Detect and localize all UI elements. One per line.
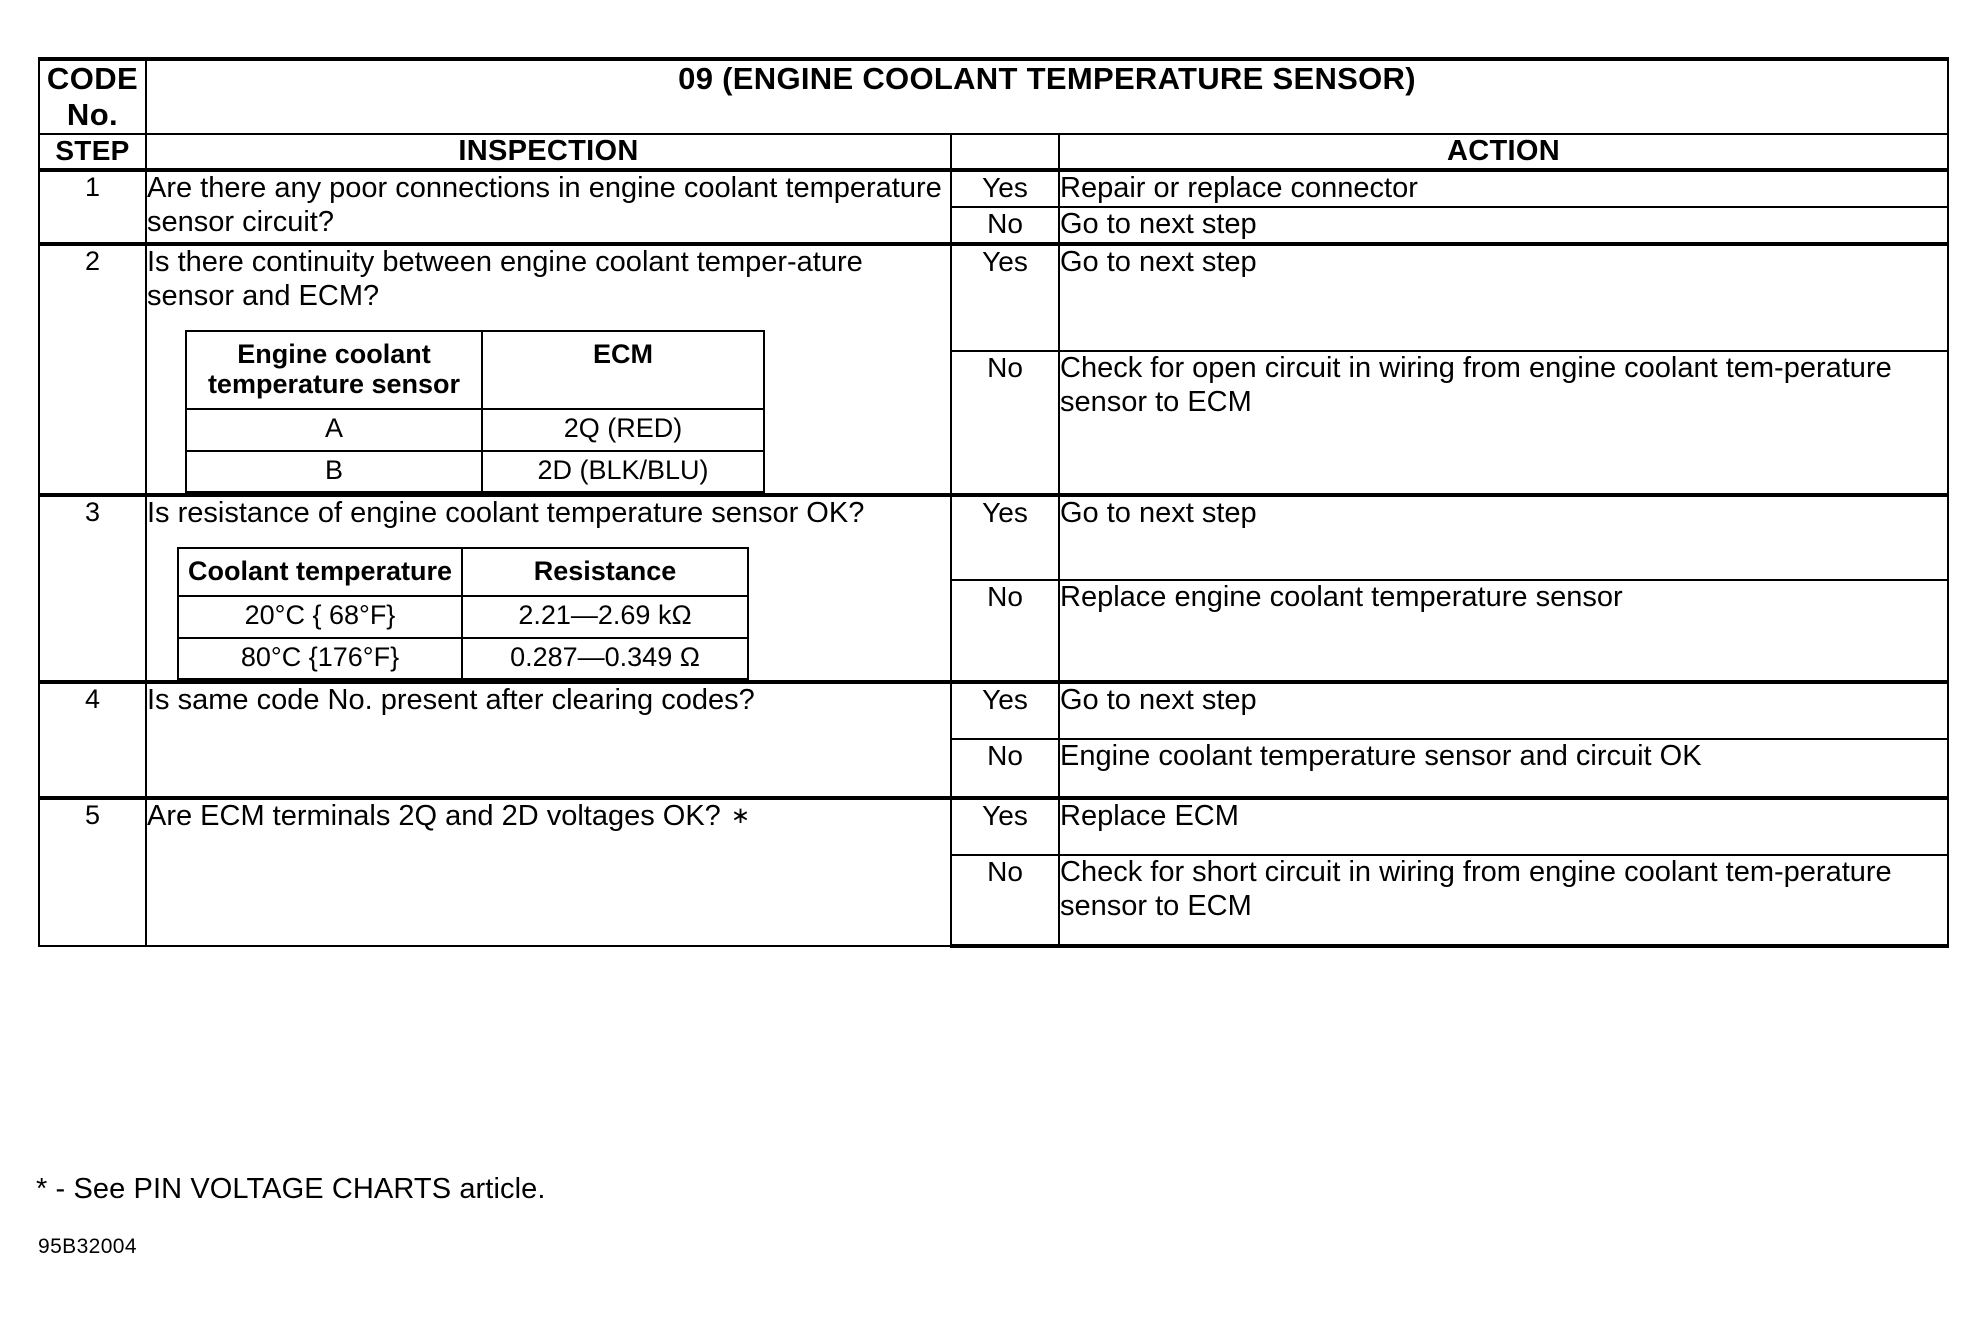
footnote-marker-icon: ∗ xyxy=(730,802,751,829)
column-header-row xyxy=(39,134,1948,170)
header-inspection: INSPECTION xyxy=(146,134,951,170)
step-inspection: Is same code No. present after clearing codes? xyxy=(146,682,951,798)
result-answer: Yes xyxy=(951,244,1059,351)
subtable-header-ecm: ECM xyxy=(482,331,764,410)
document-id: 95B32004 xyxy=(38,1235,137,1258)
table-row xyxy=(39,682,1948,739)
result-action: Check for short circuit in wiring from engine coolant tem-perature sensor to ECM xyxy=(1059,855,1948,946)
header-step: STEP xyxy=(39,134,146,170)
result-answer: Yes xyxy=(951,170,1059,207)
result-answer: Yes xyxy=(951,798,1059,855)
step-inspection-cell xyxy=(146,244,951,496)
subtable-cell-resistance: 0.287—0.349 Ω xyxy=(462,638,748,680)
subtable-row xyxy=(186,409,764,451)
result-action: Go to next step xyxy=(1059,207,1948,244)
step-number: 1 xyxy=(39,170,146,244)
subtable-header-row xyxy=(178,548,748,596)
result-action: Replace engine coolant temperature sensor xyxy=(1059,580,1948,682)
subtable-row xyxy=(178,596,748,638)
diagnostic-table xyxy=(38,57,1949,948)
table-row xyxy=(39,495,1948,580)
subtable-header-sensor: Engine coolant temperature sensor xyxy=(186,331,482,410)
header-action: ACTION xyxy=(1059,134,1948,170)
result-action: Go to next step xyxy=(1059,495,1948,580)
subtable-cell-temperature: 80°C {176°F} xyxy=(178,638,462,680)
result-action: Engine coolant temperature sensor and circuit OK xyxy=(1059,739,1948,798)
subtable-header-temperature: Coolant temperature xyxy=(178,548,462,596)
code-no-label: CODE No. xyxy=(39,59,146,134)
result-answer: No xyxy=(951,580,1059,682)
step-inspection-cell xyxy=(146,798,951,946)
result-action: Go to next step xyxy=(1059,682,1948,739)
subtable-header-resistance: Resistance xyxy=(462,548,748,596)
ecm-continuity-subtable xyxy=(185,330,765,494)
subtable-row xyxy=(178,638,748,680)
step-inspection: Are ECM terminals 2Q and 2D voltages OK? xyxy=(147,800,721,833)
footnote-text: * - See PIN VOLTAGE CHARTS article. xyxy=(36,1173,546,1205)
result-answer: Yes xyxy=(951,495,1059,580)
step-inspection: Is resistance of engine coolant temperature sensor OK? xyxy=(147,497,865,530)
result-action: Check for open circuit in wiring from engine coolant tem-perature sensor to ECM xyxy=(1059,351,1948,496)
result-answer: No xyxy=(951,207,1059,244)
subtable-cell-ecm-pin: 2D (BLK/BLU) xyxy=(482,451,764,493)
subtable-cell-ecm-pin: 2Q (RED) xyxy=(482,409,764,451)
result-answer: No xyxy=(951,855,1059,946)
table-row xyxy=(39,244,1948,351)
subtable-cell-resistance: 2.21—2.69 kΩ xyxy=(462,596,748,638)
step-number: 2 xyxy=(39,244,146,496)
subtable-cell-terminal: A xyxy=(186,409,482,451)
step-inspection: Are there any poor connections in engine coolant temperature sensor circuit? xyxy=(146,170,951,244)
subtable-header-row xyxy=(186,331,764,410)
result-answer: No xyxy=(951,351,1059,496)
result-action: Repair or replace connector xyxy=(1059,170,1948,207)
subtable-cell-temperature: 20°C { 68°F} xyxy=(178,596,462,638)
code-header-row xyxy=(39,59,1948,134)
step-number: 4 xyxy=(39,682,146,798)
table-row xyxy=(39,798,1948,855)
result-answer: Yes xyxy=(951,682,1059,739)
step-inspection-cell xyxy=(146,495,951,682)
step-number: 3 xyxy=(39,495,146,682)
subtable-row xyxy=(186,451,764,493)
table-row xyxy=(39,170,1948,207)
result-action: Replace ECM xyxy=(1059,798,1948,855)
resistance-subtable xyxy=(177,547,749,680)
result-action: Go to next step xyxy=(1059,244,1948,351)
subtable-cell-terminal: B xyxy=(186,451,482,493)
step-number: 5 xyxy=(39,798,146,946)
code-title: 09 (ENGINE COOLANT TEMPERATURE SENSOR) xyxy=(146,59,1948,134)
header-spacer xyxy=(951,134,1059,170)
result-answer: No xyxy=(951,739,1059,798)
step-inspection: Is there continuity between engine coolant temper-ature sensor and ECM? xyxy=(147,245,863,312)
